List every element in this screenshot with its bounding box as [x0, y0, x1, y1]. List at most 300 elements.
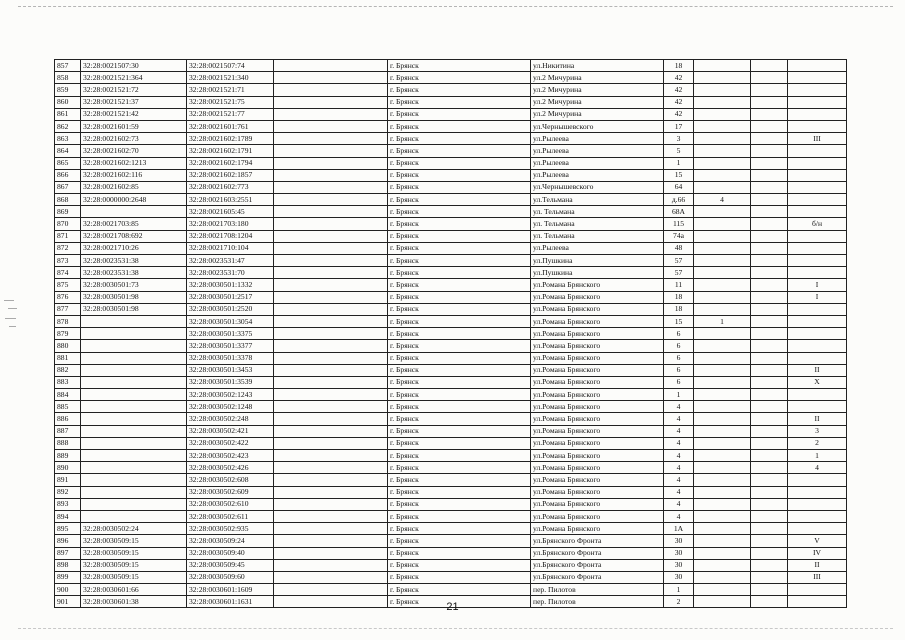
apartment-cell: [694, 352, 751, 364]
room-number-cell: [788, 474, 847, 486]
table-row: [55, 181, 847, 193]
table-row: [55, 206, 847, 218]
land-cadastral-number-cell: [81, 450, 187, 462]
empty-cell: [274, 60, 388, 72]
table-row: [55, 84, 847, 96]
extra-cell: [751, 267, 788, 279]
street-cell: ул. Тельмана: [531, 218, 664, 230]
street-cell: ул.Пушкина: [531, 255, 664, 267]
extra-cell: [751, 584, 788, 596]
extra-cell: [751, 72, 788, 84]
land-cadastral-number-cell: 32:28:0021703:85: [81, 218, 187, 230]
table-row: [55, 486, 847, 498]
room-number-cell: [788, 523, 847, 535]
row-number-cell: 857: [55, 60, 81, 72]
table-row: [55, 462, 847, 474]
row-number-cell: 876: [55, 291, 81, 303]
land-cadastral-number-cell: 32:28:0030501:73: [81, 279, 187, 291]
house-number-cell: 1: [664, 157, 694, 169]
street-cell: ул.Романа Брянского: [531, 401, 664, 413]
land-cadastral-number-cell: [81, 486, 187, 498]
row-number-cell: 884: [55, 389, 81, 401]
house-number-cell: 1: [664, 584, 694, 596]
land-cadastral-number-cell: 32:28:0021521:364: [81, 72, 187, 84]
land-cadastral-number-cell: [81, 413, 187, 425]
object-cadastral-number-cell: 32:28:0021602:1791: [187, 145, 274, 157]
apartment-cell: [694, 267, 751, 279]
city-cell: г. Брянск: [388, 242, 531, 254]
city-cell: г. Брянск: [388, 535, 531, 547]
house-number-cell: 15: [664, 315, 694, 327]
apartment-cell: [694, 584, 751, 596]
extra-cell: [751, 84, 788, 96]
room-number-cell: II: [788, 413, 847, 425]
land-cadastral-number-cell: [81, 498, 187, 510]
room-number-cell: V: [788, 535, 847, 547]
apartment-cell: 4: [694, 194, 751, 206]
apartment-cell: [694, 291, 751, 303]
object-cadastral-number-cell: 32:28:0023531:47: [187, 255, 274, 267]
city-cell: г. Брянск: [388, 425, 531, 437]
room-number-cell: [788, 401, 847, 413]
empty-cell: [274, 389, 388, 401]
empty-cell: [274, 72, 388, 84]
house-number-cell: 4: [664, 486, 694, 498]
city-cell: г. Брянск: [388, 72, 531, 84]
room-number-cell: IV: [788, 547, 847, 559]
table-row: [55, 450, 847, 462]
table-row: [55, 60, 847, 72]
street-cell: ул. Тельмана: [531, 206, 664, 218]
extra-cell: [751, 194, 788, 206]
extra-cell: [751, 315, 788, 327]
extra-cell: [751, 425, 788, 437]
house-number-cell: 4: [664, 413, 694, 425]
table-row: [55, 584, 847, 596]
land-cadastral-number-cell: [81, 328, 187, 340]
house-number-cell: 42: [664, 108, 694, 120]
row-number-cell: 885: [55, 401, 81, 413]
land-cadastral-number-cell: 32:28:0030601:38: [81, 596, 187, 608]
empty-cell: [274, 157, 388, 169]
city-cell: г. Брянск: [388, 376, 531, 388]
land-cadastral-number-cell: 32:28:0021602:73: [81, 133, 187, 145]
extra-cell: [751, 96, 788, 108]
room-number-cell: [788, 230, 847, 242]
extra-cell: [751, 206, 788, 218]
row-number-cell: 868: [55, 194, 81, 206]
table-row: [55, 389, 847, 401]
house-number-cell: 30: [664, 559, 694, 571]
top-scan-rule: [18, 6, 893, 7]
room-number-cell: III: [788, 133, 847, 145]
land-cadastral-number-cell: 32:28:0021507:30: [81, 60, 187, 72]
object-cadastral-number-cell: 32:28:0021703:180: [187, 218, 274, 230]
extra-cell: [751, 120, 788, 132]
city-cell: г. Брянск: [388, 413, 531, 425]
empty-cell: [274, 206, 388, 218]
table-row: [55, 340, 847, 352]
apartment-cell: [694, 535, 751, 547]
table-row: [55, 169, 847, 181]
street-cell: ул.Рылеева: [531, 157, 664, 169]
row-number-cell: 899: [55, 571, 81, 583]
table-row: [55, 72, 847, 84]
row-number-cell: 888: [55, 437, 81, 449]
object-cadastral-number-cell: 32:28:0030502:609: [187, 486, 274, 498]
extra-cell: [751, 401, 788, 413]
extra-cell: [751, 169, 788, 181]
house-number-cell: 74а: [664, 230, 694, 242]
extra-cell: [751, 437, 788, 449]
empty-cell: [274, 291, 388, 303]
house-number-cell: д.66: [664, 194, 694, 206]
extra-cell: [751, 328, 788, 340]
apartment-cell: [694, 523, 751, 535]
city-cell: г. Брянск: [388, 291, 531, 303]
room-number-cell: [788, 315, 847, 327]
street-cell: ул.Романа Брянского: [531, 425, 664, 437]
land-cadastral-number-cell: [81, 401, 187, 413]
land-cadastral-number-cell: [81, 340, 187, 352]
street-cell: ул.2 Мичурина: [531, 96, 664, 108]
extra-cell: [751, 242, 788, 254]
empty-cell: [274, 437, 388, 449]
land-cadastral-number-cell: [81, 462, 187, 474]
apartment-cell: [694, 498, 751, 510]
street-cell: ул.Романа Брянского: [531, 462, 664, 474]
empty-cell: [274, 559, 388, 571]
land-cadastral-number-cell: 32:28:0021708:692: [81, 230, 187, 242]
empty-cell: [274, 120, 388, 132]
row-number-cell: 865: [55, 157, 81, 169]
room-number-cell: [788, 120, 847, 132]
row-number-cell: 870: [55, 218, 81, 230]
apartment-cell: [694, 169, 751, 181]
object-cadastral-number-cell: 32:28:0030501:2517: [187, 291, 274, 303]
room-number-cell: [788, 157, 847, 169]
row-number-cell: 879: [55, 328, 81, 340]
row-number-cell: 895: [55, 523, 81, 535]
row-number-cell: 872: [55, 242, 81, 254]
empty-cell: [274, 462, 388, 474]
margin-dash-mark: [5, 318, 16, 319]
object-cadastral-number-cell: 32:28:0030601:1609: [187, 584, 274, 596]
row-number-cell: 897: [55, 547, 81, 559]
city-cell: г. Брянск: [388, 133, 531, 145]
house-number-cell: 42: [664, 84, 694, 96]
extra-cell: [751, 60, 788, 72]
row-number-cell: 862: [55, 120, 81, 132]
house-number-cell: 64: [664, 181, 694, 193]
street-cell: ул.Романа Брянского: [531, 364, 664, 376]
object-cadastral-number-cell: 32:28:0021605:45: [187, 206, 274, 218]
apartment-cell: [694, 376, 751, 388]
object-cadastral-number-cell: 32:28:0021521:75: [187, 96, 274, 108]
street-cell: ул.Брянского Фронта: [531, 547, 664, 559]
extra-cell: [751, 230, 788, 242]
city-cell: г. Брянск: [388, 157, 531, 169]
room-number-cell: [788, 486, 847, 498]
table-row: [55, 328, 847, 340]
street-cell: ул.Рылеева: [531, 145, 664, 157]
margin-dash-mark: [4, 300, 14, 301]
street-cell: ул.Пушкина: [531, 267, 664, 279]
street-cell: ул. Тельмана: [531, 230, 664, 242]
object-cadastral-number-cell: 32:28:0021521:77: [187, 108, 274, 120]
city-cell: г. Брянск: [388, 474, 531, 486]
table-row: [55, 303, 847, 315]
city-cell: г. Брянск: [388, 584, 531, 596]
land-cadastral-number-cell: 32:28:0021602:85: [81, 181, 187, 193]
object-cadastral-number-cell: 32:28:0030502:1248: [187, 401, 274, 413]
apartment-cell: [694, 133, 751, 145]
city-cell: г. Брянск: [388, 486, 531, 498]
apartment-cell: [694, 206, 751, 218]
row-number-cell: 882: [55, 364, 81, 376]
object-cadastral-number-cell: 32:28:0030509:45: [187, 559, 274, 571]
empty-cell: [274, 425, 388, 437]
house-number-cell: 15: [664, 169, 694, 181]
apartment-cell: [694, 510, 751, 522]
row-number-cell: 890: [55, 462, 81, 474]
table-row: [55, 474, 847, 486]
object-cadastral-number-cell: 32:28:0030502:248: [187, 413, 274, 425]
land-cadastral-number-cell: 32:28:0021521:42: [81, 108, 187, 120]
room-number-cell: [788, 267, 847, 279]
street-cell: ул.2 Мичурина: [531, 84, 664, 96]
house-number-cell: 6: [664, 376, 694, 388]
object-cadastral-number-cell: 32:28:0021708:1204: [187, 230, 274, 242]
city-cell: г. Брянск: [388, 462, 531, 474]
city-cell: г. Брянск: [388, 194, 531, 206]
extra-cell: [751, 133, 788, 145]
room-number-cell: I: [788, 279, 847, 291]
extra-cell: [751, 303, 788, 315]
margin-dash-mark: [9, 326, 16, 327]
empty-cell: [274, 279, 388, 291]
house-number-cell: 6: [664, 352, 694, 364]
house-number-cell: 115: [664, 218, 694, 230]
row-number-cell: 881: [55, 352, 81, 364]
apartment-cell: [694, 84, 751, 96]
empty-cell: [274, 328, 388, 340]
table-row: [55, 523, 847, 535]
city-cell: г. Брянск: [388, 401, 531, 413]
apartment-cell: [694, 571, 751, 583]
house-number-cell: 18: [664, 291, 694, 303]
empty-cell: [274, 352, 388, 364]
land-cadastral-number-cell: 32:28:0023531:38: [81, 255, 187, 267]
street-cell: ул.Романа Брянского: [531, 486, 664, 498]
house-number-cell: 4: [664, 401, 694, 413]
table-row: [55, 315, 847, 327]
room-number-cell: [788, 145, 847, 157]
house-number-cell: 6: [664, 328, 694, 340]
house-number-cell: 5: [664, 145, 694, 157]
street-cell: ул.Романа Брянского: [531, 328, 664, 340]
house-number-cell: 42: [664, 96, 694, 108]
street-cell: ул.Романа Брянского: [531, 450, 664, 462]
city-cell: г. Брянск: [388, 450, 531, 462]
margin-dash-mark: [8, 308, 17, 309]
house-number-cell: 30: [664, 571, 694, 583]
empty-cell: [274, 315, 388, 327]
object-cadastral-number-cell: 32:28:0021521:340: [187, 72, 274, 84]
room-number-cell: X: [788, 376, 847, 388]
table-row: [55, 218, 847, 230]
city-cell: г. Брянск: [388, 547, 531, 559]
row-number-cell: 886: [55, 413, 81, 425]
apartment-cell: [694, 145, 751, 157]
house-number-cell: 4: [664, 510, 694, 522]
extra-cell: [751, 255, 788, 267]
apartment-cell: [694, 181, 751, 193]
room-number-cell: [788, 181, 847, 193]
object-cadastral-number-cell: 32:28:0030501:3377: [187, 340, 274, 352]
table-row: [55, 120, 847, 132]
city-cell: г. Брянск: [388, 255, 531, 267]
table-row: [55, 242, 847, 254]
table-row: [55, 547, 847, 559]
object-cadastral-number-cell: 32:28:0030502:422: [187, 437, 274, 449]
apartment-cell: [694, 230, 751, 242]
object-cadastral-number-cell: 32:28:0030502:1243: [187, 389, 274, 401]
object-cadastral-number-cell: 32:28:0030501:3054: [187, 315, 274, 327]
room-number-cell: III: [788, 571, 847, 583]
city-cell: г. Брянск: [388, 108, 531, 120]
land-cadastral-number-cell: 32:28:0000000:2648: [81, 194, 187, 206]
house-number-cell: 57: [664, 267, 694, 279]
street-cell: ул.Рылеева: [531, 133, 664, 145]
row-number-cell: 894: [55, 510, 81, 522]
row-number-cell: 874: [55, 267, 81, 279]
land-cadastral-number-cell: [81, 315, 187, 327]
street-cell: ул.Брянского Фронта: [531, 559, 664, 571]
empty-cell: [274, 303, 388, 315]
object-cadastral-number-cell: 32:28:0021521:71: [187, 84, 274, 96]
row-number-cell: 892: [55, 486, 81, 498]
city-cell: г. Брянск: [388, 364, 531, 376]
apartment-cell: [694, 340, 751, 352]
extra-cell: [751, 157, 788, 169]
row-number-cell: 878: [55, 315, 81, 327]
object-cadastral-number-cell: 32:28:0030501:3375: [187, 328, 274, 340]
object-cadastral-number-cell: 32:28:0021603:2551: [187, 194, 274, 206]
house-number-cell: 1: [664, 389, 694, 401]
house-number-cell: 2: [664, 596, 694, 608]
extra-cell: [751, 571, 788, 583]
extra-cell: [751, 547, 788, 559]
city-cell: г. Брянск: [388, 206, 531, 218]
table-row: [55, 352, 847, 364]
house-number-cell: 18: [664, 303, 694, 315]
row-number-cell: 891: [55, 474, 81, 486]
table-row: [55, 96, 847, 108]
city-cell: г. Брянск: [388, 315, 531, 327]
apartment-cell: [694, 279, 751, 291]
land-cadastral-number-cell: 32:28:0030509:15: [81, 535, 187, 547]
apartment-cell: [694, 157, 751, 169]
object-cadastral-number-cell: 32:28:0030502:608: [187, 474, 274, 486]
apartment-cell: [694, 450, 751, 462]
empty-cell: [274, 547, 388, 559]
city-cell: г. Брянск: [388, 437, 531, 449]
room-number-cell: II: [788, 559, 847, 571]
house-number-cell: 6: [664, 340, 694, 352]
city-cell: г. Брянск: [388, 60, 531, 72]
extra-cell: [751, 498, 788, 510]
empty-cell: [274, 218, 388, 230]
table-row: [55, 571, 847, 583]
street-cell: ул.Романа Брянского: [531, 315, 664, 327]
room-number-cell: [788, 194, 847, 206]
land-cadastral-number-cell: 32:28:0021602:1213: [81, 157, 187, 169]
empty-cell: [274, 523, 388, 535]
row-number-cell: 880: [55, 340, 81, 352]
table-row: [55, 133, 847, 145]
city-cell: г. Брянск: [388, 230, 531, 242]
room-number-cell: [788, 352, 847, 364]
room-number-cell: II: [788, 364, 847, 376]
land-cadastral-number-cell: 32:28:0021521:72: [81, 84, 187, 96]
object-cadastral-number-cell: 32:28:0030502:610: [187, 498, 274, 510]
city-cell: г. Брянск: [388, 328, 531, 340]
land-cadastral-number-cell: [81, 474, 187, 486]
room-number-cell: [788, 510, 847, 522]
house-number-cell: 4: [664, 498, 694, 510]
city-cell: г. Брянск: [388, 510, 531, 522]
apartment-cell: [694, 486, 751, 498]
extra-cell: [751, 291, 788, 303]
object-cadastral-number-cell: 32:28:0030502:935: [187, 523, 274, 535]
extra-cell: [751, 474, 788, 486]
empty-cell: [274, 133, 388, 145]
city-cell: г. Брянск: [388, 218, 531, 230]
city-cell: г. Брянск: [388, 169, 531, 181]
row-number-cell: 889: [55, 450, 81, 462]
street-cell: ул.Рылеева: [531, 242, 664, 254]
house-number-cell: 42: [664, 72, 694, 84]
row-number-cell: 901: [55, 596, 81, 608]
row-number-cell: 864: [55, 145, 81, 157]
row-number-cell: 867: [55, 181, 81, 193]
apartment-cell: [694, 218, 751, 230]
street-cell: ул.Романа Брянского: [531, 474, 664, 486]
street-cell: ул.Романа Брянского: [531, 352, 664, 364]
row-number-cell: 860: [55, 96, 81, 108]
street-cell: ул.Романа Брянского: [531, 413, 664, 425]
street-cell: ул.Никитина: [531, 60, 664, 72]
city-cell: г. Брянск: [388, 120, 531, 132]
room-number-cell: [788, 60, 847, 72]
extra-cell: [751, 535, 788, 547]
extra-cell: [751, 523, 788, 535]
street-cell: ул.Романа Брянского: [531, 291, 664, 303]
apartment-cell: [694, 474, 751, 486]
row-number-cell: 866: [55, 169, 81, 181]
house-number-cell: 4: [664, 425, 694, 437]
table-row: [55, 425, 847, 437]
house-number-cell: 1А: [664, 523, 694, 535]
apartment-cell: [694, 303, 751, 315]
extra-cell: [751, 450, 788, 462]
extra-cell: [751, 364, 788, 376]
row-number-cell: 896: [55, 535, 81, 547]
house-number-cell: 4: [664, 450, 694, 462]
land-cadastral-number-cell: [81, 425, 187, 437]
land-cadastral-number-cell: [81, 352, 187, 364]
